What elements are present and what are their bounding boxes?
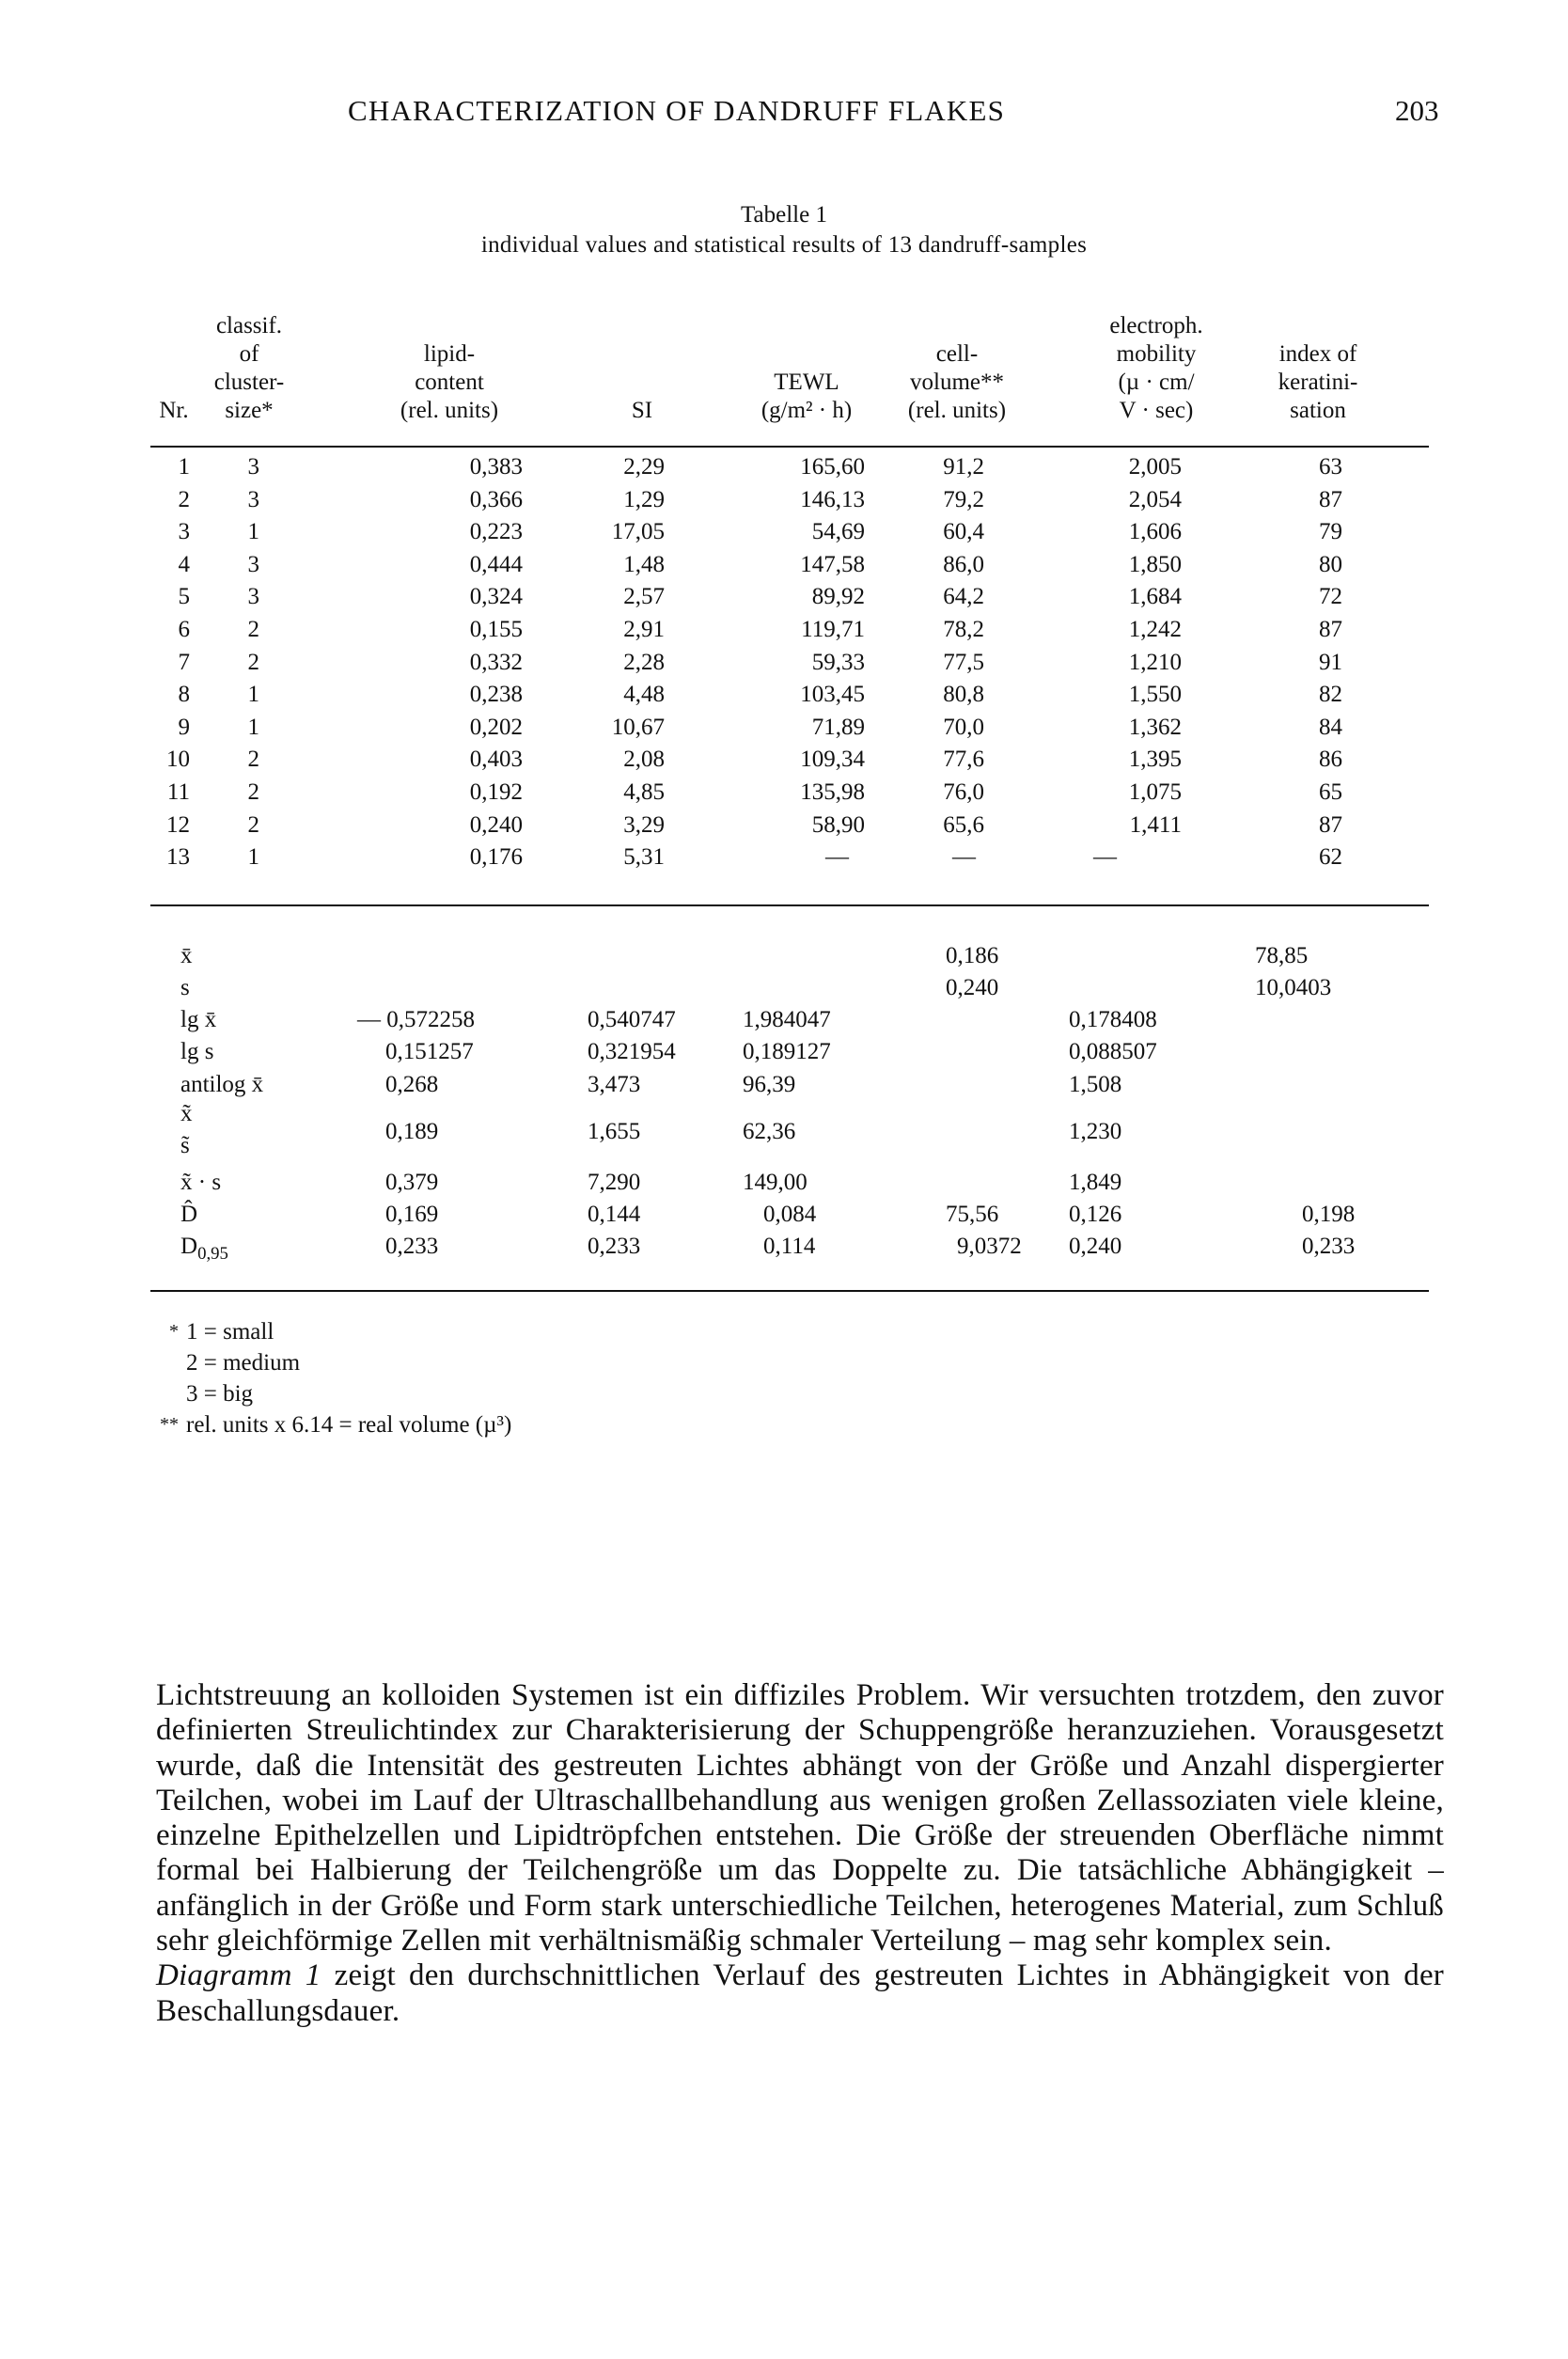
table-row [0,812,1568,845]
cell-lipid: 0,366 [469,486,523,512]
stats-cell-cell: 0,186 [946,943,999,968]
cell-index: 87 [1319,811,1342,838]
cell-cell: 65,6 [943,811,984,838]
cell-nr: 8 [178,682,190,708]
cell-index: 87 [1319,617,1342,642]
header-line: SI [631,398,653,423]
cell-electroph: 1,850 [1128,551,1182,577]
cell-tewl: 119,71 [801,617,865,642]
cell-tewl: 71,89 [811,714,865,740]
table-row [0,747,1568,779]
cell-si: 2,28 [623,649,665,675]
cell-electroph: 1,362 [1128,714,1182,740]
cell-tewl: 147,58 [800,551,865,577]
header-line: V · sec) [1119,398,1194,423]
cell-classif: 3 [247,454,259,480]
cell-tewl: 59,33 [811,649,865,675]
cell-si: 3,29 [623,811,665,838]
header-line: (rel. units) [400,398,499,423]
table-row [0,454,1568,487]
stats-label: x̃ · s [180,1170,222,1195]
cell-electroph: — [1093,844,1117,871]
cell-si: 4,85 [623,779,665,805]
stats-cell-electroph: 0,178408 [1069,1007,1157,1032]
stats-label: s [180,975,190,1000]
cell-classif: 3 [247,551,259,577]
header-rule [150,446,1429,448]
cell-electroph: 1,684 [1128,584,1182,610]
stats-cell-electroph: 1,230 [1069,1119,1122,1144]
column-header-classif [193,312,306,425]
cell-classif: 3 [247,584,259,610]
cell-cell: 80,8 [943,682,984,708]
header-line: lipid- [423,341,476,367]
stats-row [0,1202,1568,1234]
header-line: content [415,370,484,395]
stats-row [0,1007,1568,1039]
stats-cell-cell: 75,56 [946,1202,999,1227]
stats-row [0,1039,1568,1071]
table-row [0,650,1568,683]
header-line: mobility [1116,341,1197,367]
stats-cell-si: 3,473 [588,1072,641,1097]
cell-nr: 10 [166,747,190,773]
table-row [0,487,1568,520]
cell-electroph: 1,075 [1128,779,1182,805]
table-row [0,715,1568,747]
stats-cell-lipid: 0,379 [385,1170,439,1195]
column-header-cell [872,340,1042,425]
stats-cell-tewl: 0,189127 [743,1039,831,1064]
stats-label: D̂ [180,1202,198,1227]
stats-row [0,1101,1568,1158]
stats-cell-cell: 0,240 [946,975,999,1000]
cell-nr: 3 [178,519,190,545]
cell-lipid: 0,192 [469,779,523,805]
stats-rule [150,1290,1429,1292]
table-row [0,552,1568,585]
stats-cell-electroph: 0,126 [1069,1202,1122,1227]
cell-classif: 2 [247,617,259,642]
stats-label: x̃ s̃ [180,1101,193,1158]
cell-electroph: 1,606 [1128,519,1182,545]
cell-classif: 1 [247,714,259,740]
stats-cell-lipid: 0,169 [385,1202,439,1227]
stats-cell-tewl: 0,084 [763,1202,817,1227]
cell-si: 2,29 [623,454,665,480]
stats-label: $D_{0,95}$ [180,1234,228,1264]
stats-cell-si: 0,144 [588,1202,641,1227]
cell-lipid: 0,324 [469,584,523,610]
header-line: sation [1290,398,1346,423]
header-line: volume** [910,370,1004,395]
header-line: (g/m² · h) [760,398,853,423]
paragraph-text: zeigt den durchschnittlichen Verlauf des gestreuten Lichtes in Abhängigkeit von der Beschallungsdauer. [156,1958,1445,2028]
cell-index: 91 [1319,649,1342,675]
cell-lipid: 0,240 [469,811,523,838]
body-text [156,1678,1444,2029]
header-line: cell- [935,341,979,367]
cell-nr: 6 [178,617,190,642]
cell-index: 79 [1319,519,1342,545]
cell-lipid: 0,444 [469,551,523,577]
cell-tewl: 89,92 [811,584,865,610]
paragraph [156,1958,1444,2029]
cell-electroph: 2,054 [1128,486,1182,512]
cell-nr: 7 [178,649,190,675]
footnote-text: 2 = medium [186,1350,301,1376]
cell-tewl: 109,34 [800,747,865,773]
cell-lipid: 0,332 [469,649,523,675]
cell-classif: 2 [247,649,259,675]
stats-row [0,975,1568,1007]
cell-tewl: 103,45 [800,682,865,708]
cell-classif: 1 [247,844,259,871]
stats-label: antilog x̄ [180,1072,264,1097]
cell-si: 1,29 [623,486,665,512]
stats-cell-lipid: — 0,572258 [357,1007,475,1032]
header-line: Nr. [159,398,189,423]
cell-classif: 2 [247,747,259,773]
stats-row [0,943,1568,975]
footnote-mark: ** [160,1414,179,1435]
cell-index: 84 [1319,714,1342,740]
stats-cell-index: 0,198 [1302,1202,1356,1227]
cell-si: 4,48 [623,682,665,708]
header-line: electroph. [1109,313,1203,338]
stats-cell-cell: 9,0372 [957,1234,1022,1259]
cell-lipid: 0,223 [469,519,523,545]
cell-lipid: 0,202 [469,714,523,740]
cell-nr: 2 [178,486,190,512]
cell-nr: 12 [166,811,190,838]
stats-cell-electroph: 0,088507 [1069,1039,1157,1064]
footnote-text: 3 = big [186,1381,254,1407]
header-line: of [239,341,259,367]
footnote-text: rel. units x 6.14 = real volume (µ³) [186,1412,512,1438]
table-row [0,779,1568,812]
table-row [0,584,1568,617]
cell-si: 2,57 [623,584,665,610]
header-line: classif. [215,313,283,338]
stats-cell-lipid: 0,233 [385,1234,439,1259]
cell-classif: 2 [247,811,259,838]
cell-lipid: 0,155 [469,617,523,642]
stats-label: lg x̄ [180,1007,217,1032]
column-header-si [604,397,680,425]
cell-classif: 3 [247,486,259,512]
cell-index: 86 [1319,747,1342,773]
stats-cell-tewl: 149,00 [743,1170,808,1195]
header-line: index of [1278,341,1357,367]
cell-electroph: 1,210 [1128,649,1182,675]
cell-tewl: 54,69 [811,519,865,545]
cell-nr: 5 [178,584,190,610]
footnote [150,1378,511,1409]
stats-cell-tewl: 62,36 [743,1119,796,1144]
footnote-mark: * [169,1321,179,1342]
cell-lipid: 0,238 [469,682,523,708]
stats-cell-si: 0,233 [588,1234,641,1259]
cell-lipid: 0,403 [469,747,523,773]
header-line: TEWL [774,370,839,395]
cell-index: 72 [1319,584,1342,610]
cell-lipid: 0,383 [469,454,523,480]
cell-cell: 77,5 [943,649,984,675]
stats-cell-si: 1,655 [588,1119,641,1144]
cell-tewl: 58,90 [811,811,865,838]
cell-nr: 11 [166,779,190,805]
cell-cell: 78,2 [943,617,984,642]
footnote [150,1409,511,1440]
table-row [0,682,1568,715]
table-caption: individual values and statistical results of 13 dandruff-samples [480,232,1088,258]
data-rule [150,904,1429,906]
cell-electroph: 1,411 [1129,811,1182,838]
stats-cell-si: 0,321954 [588,1039,676,1064]
running-head: CHARACTERIZATION OF DANDRUFF FLAKES [348,94,1006,127]
column-header-index [1233,340,1403,425]
cell-index: 80 [1319,551,1342,577]
paragraph: Lichtstreuung an kolloiden Systemen ist ein diffiziles Problem. Wir versuchten trotzdem, den zuvor definierten Streulichtindex zur Charakterisierung der Schuppengröße heranzuziehen. Vorausgesetzt wurde, daß die Intensität des gestreuten Lichtes abhängt von der Größe und Anzahl dispergierter Teilchen, wobei im Lauf der Ultraschallbehandlung aus wenigen großen Zellassoziaten viele kleine, einzelne Epithelzellen und Lipidtröpfchen entstehen. Die Größe der streuenden Oberfläche nimmt formal bei Halbierung der Teilchengröße um das Doppelte zu. Die tatsächliche Abhängigkeit – anfänglich in der Größe und Form stark unterschiedliche Teilchen, heterogenes Material, zum Schluß sehr gleichförmige Zellen mit verhältnismäßig schmaler Verteilung – mag sehr komplex sein. [156,1678,1444,1958]
stats-cell-lipid: 0,268 [385,1072,439,1097]
stats-label: x̄ [180,943,193,968]
stats-cell-si: 7,290 [588,1170,641,1195]
cell-electroph: 1,395 [1128,747,1182,773]
stats-cell-tewl: 0,114 [763,1234,816,1259]
cell-si: 2,91 [623,617,665,642]
stats-cell-lipid: 0,151257 [385,1039,474,1064]
stats-row [0,1170,1568,1202]
stats-cell-tewl: 1,984047 [743,1007,831,1032]
header-line: cluster- [213,370,285,395]
cell-electroph: 1,550 [1128,682,1182,708]
stats-cell-index: 10,0403 [1255,975,1332,1000]
table-title: Tabelle 1 [741,202,827,228]
cell-tewl: 165,60 [800,454,865,480]
cell-nr: 1 [178,454,190,480]
header-line: size* [225,398,274,423]
stats-cell-electroph: 1,849 [1069,1170,1122,1195]
cell-classif: 2 [247,779,259,805]
cell-si: 5,31 [623,844,665,871]
stats-cell-si: 0,540747 [588,1007,676,1032]
page-number: 203 [1395,94,1439,127]
cell-cell: — [952,844,976,871]
header-line: (µ · cm/ [1118,370,1195,395]
cell-index: 87 [1319,486,1342,512]
cell-si: 2,08 [623,747,665,773]
cell-nr: 9 [178,714,190,740]
column-header-lipid [365,340,534,425]
cell-classif: 1 [247,682,259,708]
stats-cell-lipid: 0,189 [385,1119,439,1144]
cell-cell: 86,0 [943,551,984,577]
cell-cell: 70,0 [943,714,984,740]
stats-cell-index: 78,85 [1255,943,1309,968]
cell-lipid: 0,176 [469,844,523,871]
table-footnotes [150,1316,511,1440]
table-row [0,519,1568,552]
footnote [150,1316,511,1347]
cell-cell: 60,4 [943,519,984,545]
cell-cell: 91,2 [943,454,984,480]
cell-nr: 13 [166,844,190,871]
figure-reference: Diagramm 1 [156,1958,321,1993]
stats-row [0,1234,1568,1266]
footnote [150,1347,511,1378]
table-row [0,617,1568,650]
cell-tewl: — [825,844,849,871]
cell-index: 63 [1319,454,1342,480]
header-line: (rel. units) [907,398,1007,423]
header-line: keratini- [1278,370,1358,395]
stats-cell-tewl: 96,39 [743,1072,796,1097]
cell-index: 62 [1319,844,1342,871]
stats-cell-index: 0,233 [1302,1234,1356,1259]
cell-cell: 64,2 [943,584,984,610]
cell-tewl: 135,98 [800,779,865,805]
cell-tewl: 146,13 [800,486,865,512]
cell-classif: 1 [247,519,259,545]
cell-si: 1,48 [623,551,665,577]
cell-electroph: 2,005 [1128,454,1182,480]
cell-nr: 4 [178,551,190,577]
cell-cell: 79,2 [943,486,984,512]
cell-cell: 76,0 [943,779,984,805]
cell-si: 10,67 [611,714,665,740]
column-header-electroph [1062,312,1250,425]
stats-cell-electroph: 0,240 [1069,1234,1122,1259]
stats-row [0,1072,1568,1104]
cell-electroph: 1,242 [1128,617,1182,642]
cell-index: 65 [1319,779,1342,805]
footnote-text: 1 = small [186,1319,274,1345]
cell-cell: 77,6 [943,747,984,773]
stats-cell-electroph: 1,508 [1069,1072,1122,1097]
cell-index: 82 [1319,682,1342,708]
table-row [0,844,1568,877]
cell-si: 17,05 [611,519,665,545]
stats-label: lg s [180,1039,214,1064]
